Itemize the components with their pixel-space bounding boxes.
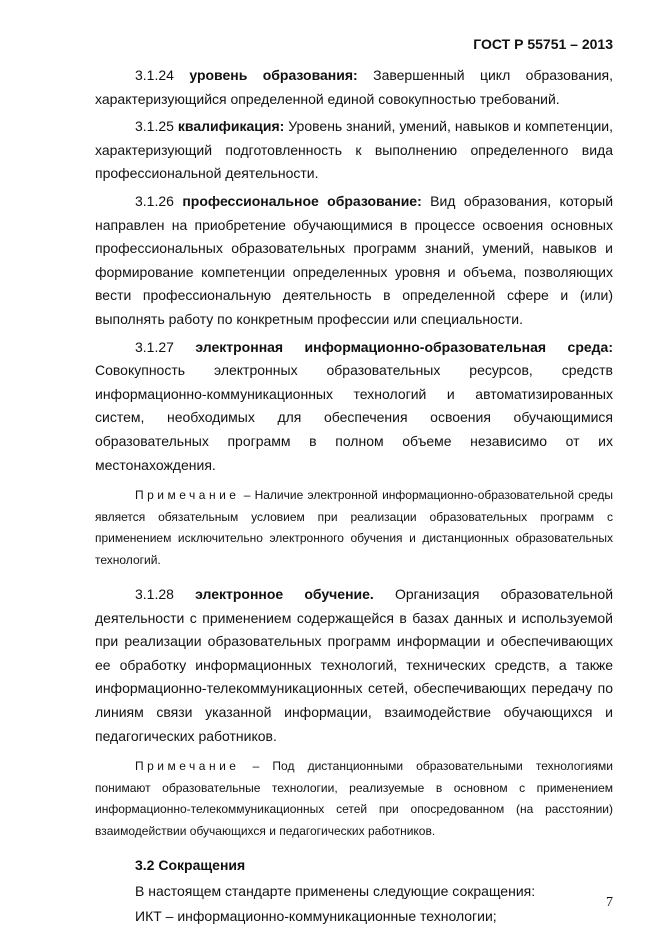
definition-3-1-27 [95, 336, 613, 478]
page-number: 7 [606, 895, 613, 910]
definition-3-1-28 [95, 583, 613, 748]
definition-text: Завершенный цикл образования, характеризующийся определенной единой совокупностью требований. [95, 67, 614, 107]
term: уровень образования: [189, 67, 358, 83]
note-1 [95, 485, 613, 571]
note-text: – Под дистанционными образовательными технологиями понимают образовательные технологии, реализуемые в основном с применением информационно-телекоммуникационных сетей при опосредованном (на расстоянии) взаимодействии обучающихся и педагогических работников. [95, 759, 613, 838]
definition-3-1-26 [95, 190, 613, 332]
definition-text: Вид образования, который направлен на приобретение обучающимися в процессе освоения основных профессиональных образовательных программ знаний, умений, навыков и формирование компетенции определенных уровня и объема, позволяющих вести профессиональную деятельность в определенной сфере и (или) выполнять работу по конкретным профессии или специальности. [95, 192, 614, 327]
clause-number: 3.1.24 [135, 67, 174, 83]
definition-text: Организация образовательной деятельности с применением содержащейся в базах данных и используемой при реализации образовательных программ информации и обеспечивающих ее обработку информационных технологий, технических средств, а также информационно-телекоммуникационных сетей, обеспечивающих передачу по линиям связи указанной информации, взаимодействие обучающихся и педагогических работников. [95, 586, 614, 744]
note-2 [95, 756, 613, 842]
clause-number: 3.1.28 [135, 586, 174, 603]
definition-text: Уровень знаний, умений, навыков и компетенции, характеризующий подготовленность к выполнению определенного вида профессиональной деятельности. [95, 118, 614, 182]
term: электронная информационно-образовательная среда: [195, 338, 613, 355]
clause-number: 3.1.26 [135, 192, 174, 209]
definition-text: Совокупность электронных образовательных ресурсов, средств информационно-коммуникационных технологий и автоматизированных систем, необходимых для обеспечения освоения обучающимися образовательных программ в полном объеме независимо от их местонахождения. [95, 362, 613, 473]
term: электронное обучение. [195, 586, 374, 603]
section-intro: В настоящем стандарте применены следующие сокращения: [135, 882, 536, 899]
clause-number: 3.1.27 [135, 338, 174, 355]
clause-number: 3.1.25 [135, 118, 174, 135]
definition-3-1-25 [95, 115, 613, 186]
note-text: – Наличие электронной информационно-образовательной среды является обязательным условием при реализации образовательных программ с применением исключительно электронного обучения и дистанционных образовательных технологий. [95, 488, 613, 567]
section-heading: 3.2 Сокращения [135, 857, 246, 874]
document-header: ГОСТ Р 55751 – 2013 [473, 36, 613, 52]
term: квалификация: [177, 118, 285, 135]
term: профессиональное образование: [182, 192, 422, 209]
definition-3-1-24 [95, 64, 613, 111]
note-label: Примечание [135, 488, 240, 503]
document-body [95, 64, 613, 931]
note-label: Примечание [135, 759, 240, 774]
abbreviation-item: ИКТ – информационно-коммуникационные технологии; [135, 908, 497, 925]
